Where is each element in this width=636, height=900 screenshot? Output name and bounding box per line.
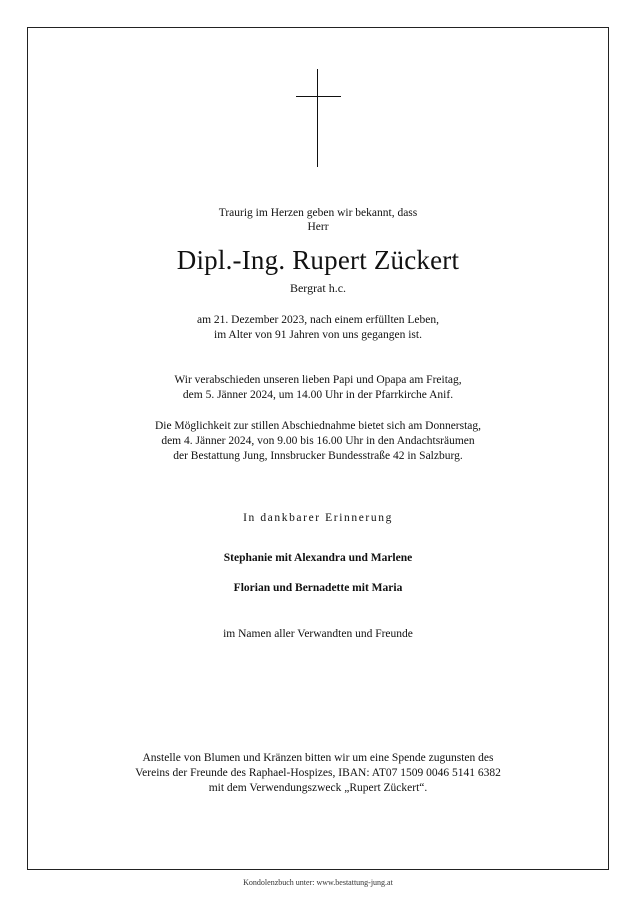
donation-text-line3: mit dem Verwendungszweck „Rupert Zückert“. (208, 782, 428, 794)
family-line-1: Stephanie mit Alexandra und Marlene (223, 552, 413, 564)
funeral-text-line2: dem 5. Jänner 2024, um 14.00 Uhr in der Pfarrkirche Anif. (182, 389, 454, 401)
deceased-name: Dipl.-Ing. Rupert Zückert (176, 245, 460, 275)
donation-text-line2: Vereins der Freunde des Raphael-Hospizes, IBAN: AT07 1509 0046 5141 6382 (135, 767, 501, 779)
death-date-text: am 21. Dezember 2023, nach einem erfüllten Leben, (196, 314, 440, 326)
donation-text-line1: Anstelle von Blumen und Kränzen bitten wir um eine Spende zugunsten des (142, 752, 494, 764)
relatives-text: im Namen aller Verwandten und Freunde (223, 628, 413, 640)
viewing-text-line2: dem 4. Jänner 2024, von 9.00 bis 16.00 Uhr in den Andachtsräumen (161, 435, 475, 447)
honorific-title: Bergrat h.c. (289, 281, 347, 295)
remembrance-heading: In dankbarer Erinnerung (243, 512, 393, 524)
cross-icon (296, 69, 341, 167)
salutation: Herr (307, 221, 329, 233)
intro-text: Traurig im Herzen geben wir bekannt, dass (218, 207, 418, 219)
funeral-text-line1: Wir verabschieden unseren lieben Papi und Opapa am Freitag, (174, 374, 462, 386)
cross-vertical-bar (317, 69, 318, 167)
family-line-2: Florian und Bernadette mit Maria (233, 582, 403, 594)
viewing-text-line3: der Bestattung Jung, Innsbrucker Bundesstraße 42 in Salzburg. (173, 450, 463, 462)
age-text: im Alter von 91 Jahren von uns gegangen ist. (214, 329, 422, 341)
cross-horizontal-bar (296, 96, 341, 97)
condolence-book-link[interactable]: Kondolenzbuch unter: www.bestattung-jung.at (243, 878, 393, 887)
viewing-text-line1: Die Möglichkeit zur stillen Abschiednahme bietet sich am Donnerstag, (154, 420, 482, 432)
